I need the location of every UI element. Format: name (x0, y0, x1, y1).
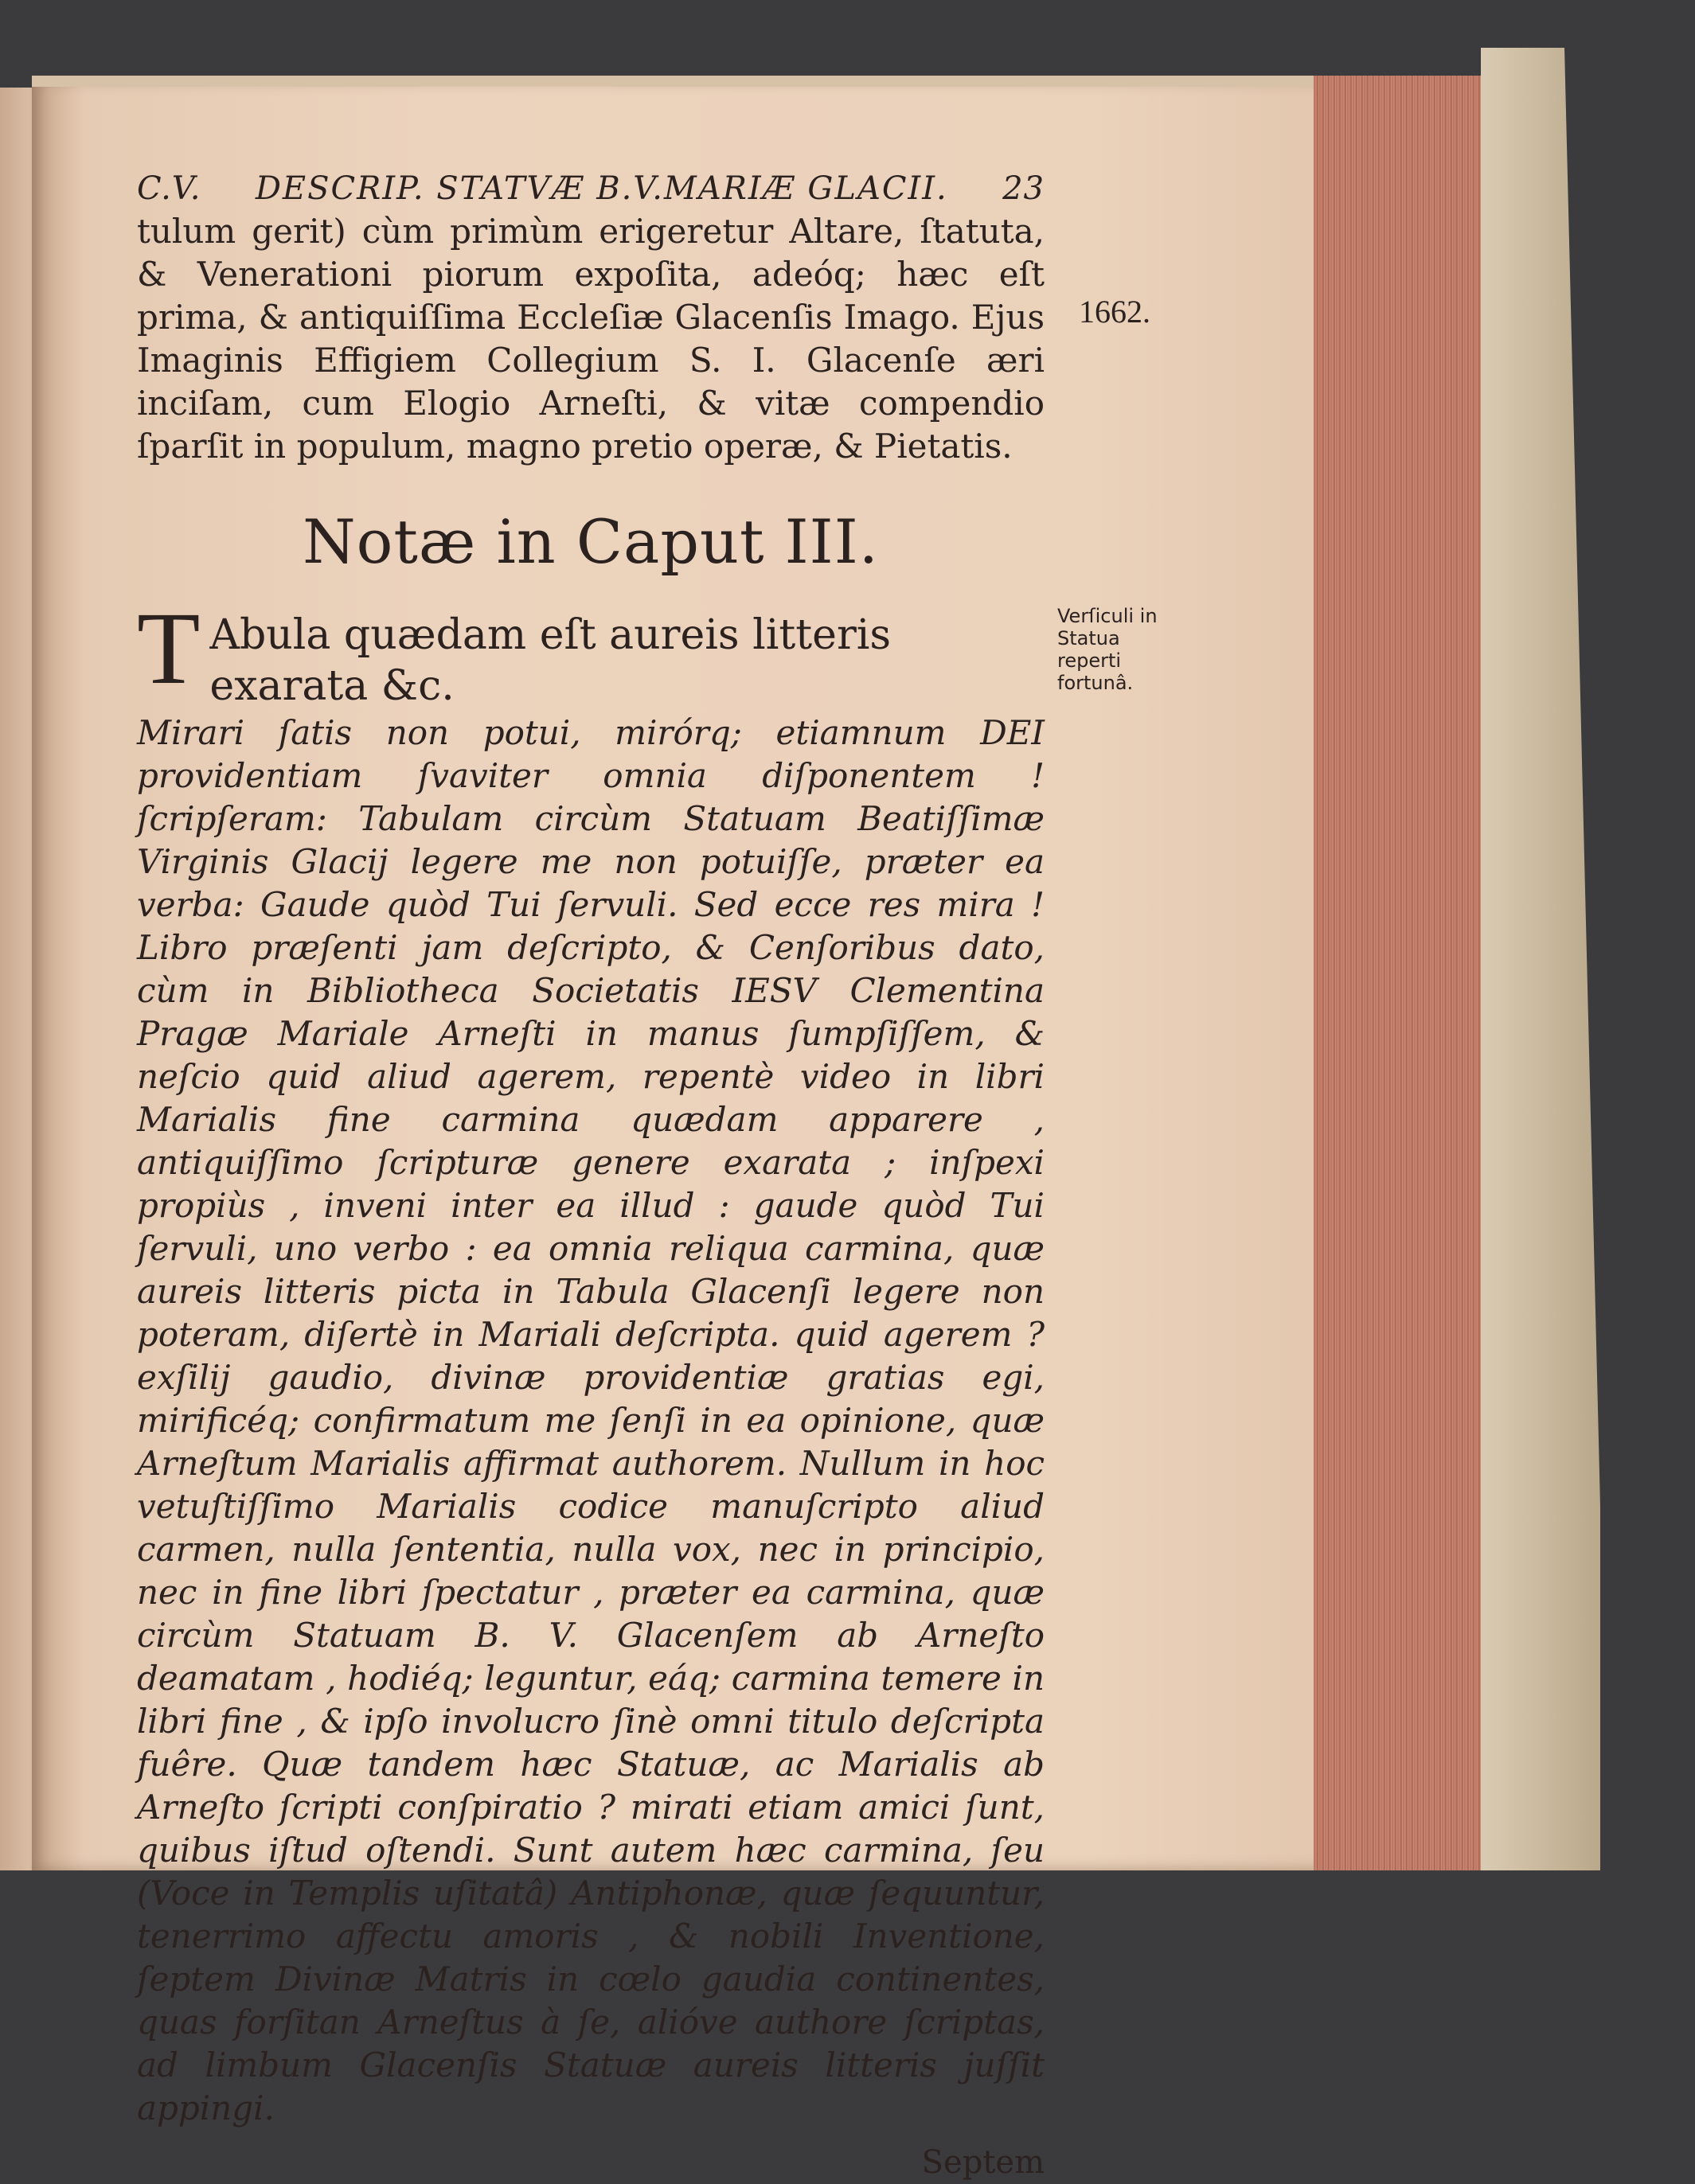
fore-edge (1314, 76, 1497, 1870)
section-heading: Notæ in Caput III. (303, 506, 879, 577)
page-top-edge (32, 76, 1489, 87)
lead-line-block (137, 591, 1045, 712)
margin-year: 1662. (1079, 294, 1150, 330)
chapter-marker: C.V. (137, 170, 201, 207)
body-paragraph: Mirari ſatis non potui, mirórq; etiamnum DEI providentiam ſvaviter omnia diſponentem ! ſcripſeram: Tabulam circùm Statuam Beatiſſimæ Virginis Glacij legere me non potuiſſe, præter ea verba: Gaude quòd Tui ſervuli. Sed ecce res mira ! Libro præſenti jam deſcripto, & Cenſoribus dato, cùm in Bibliotheca Societatis IESV Clementina Pragæ Mariale Arneſti in manus ſumpſiſſem, & neſcio quid aliud agerem, repentè video in libri Marialis fine carmina quædam apparere , antiquiſſimo ſcripturæ genere exarata ; inſpexi propiùs , inveni inter ea illud : gaude quòd Tui ſervuli, uno verbo : ea omnia reliqua carmina, quæ aureis litteris picta in Tabula Glacenſi legere non poteram, diſertè in Mariali deſcripta. quid agerem ? exſilij gaudio, divinæ providentiæ gratias egi, mirificéq; confirmatum me ſenſi in ea opinione, quæ Arneſtum Marialis affirmat authorem. Nullum in hoc vetuſtiſſimo Marialis codice manuſcripto aliud carmen, nulla ſententia, nulla vox, nec in principio, nec in fine libri ſpectatur , præter ea carmina, quæ circùm Statuam B. V. Glacenſem ab Arneſto deamatam , hodiéq; leguntur, eáq; carmina temere in libri fine , & ipſo involucro ſinè omni titulo deſcripta fuêre. Quæ tandem hæc Statuæ, ac Marialis ab Arneſto ſcripti conſpiratio ? mirati etiam amici ſunt, quibus iſtud oſtendi. Sunt autem hæc carmina, ſeu (Voce in Templis uſitatâ) Antiphonæ, quæ ſequuntur, tenerrimo affectu amoris , & nobili Inventione, ſeptem Divinæ Matris in cœlo gaudia continentes, quas forſitan Arneſtus à ſe, alióve authore ſcriptas, ad limbum Glacenſis Statuæ aureis litteris juſſit appingi. (137, 713, 1045, 2127)
intro-paragraph: tulum gerit) cùm primùm erigeretur Altare, ſtatuta, & Venerationi piorum expoſita, adeóq; hæc eſt prima, & antiquiſſima Eccleſiæ Glacenſis Imago. Ejus Imaginis Effigiem Collegium S. I. Glacenſe æri inciſam, cum Elogio Arneſti, & vitæ compendio ſparſit in populum, magno pretio operæ, & Pietatis. (137, 212, 1045, 466)
cover-edge (1481, 48, 1600, 1870)
lead-line: Abula quædam eſt aureis litteris exarata &c. (209, 611, 892, 710)
running-head (137, 167, 1045, 210)
running-title: DESCRIP. STATVÆ B.V.MARIÆ GLACII. (255, 170, 948, 207)
catchword: Septem (921, 2144, 1045, 2181)
margin-note: Verſiculi in Statua reperti fortunâ. (1057, 605, 1158, 694)
page-number: 23 (1002, 170, 1045, 207)
dropcap: T (137, 591, 201, 706)
text-block (137, 167, 1045, 2184)
